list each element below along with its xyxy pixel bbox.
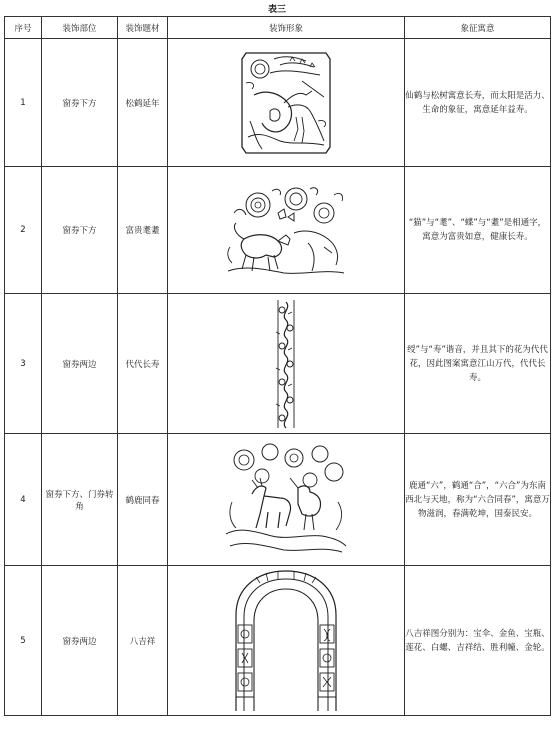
header-cell-theme: 装饰题材 xyxy=(118,17,168,39)
header-row xyxy=(5,17,551,39)
row-image-cell xyxy=(168,39,405,167)
vine-column-carving xyxy=(272,298,300,430)
table-row xyxy=(5,167,551,294)
row-theme: 鹤鹿同春 xyxy=(118,434,168,566)
header-cell-meaning: 象征寓意 xyxy=(405,17,551,39)
row-location: 窗券下方 xyxy=(42,39,118,167)
eight-treasures-arch-carving xyxy=(232,569,340,713)
table-row xyxy=(5,39,551,167)
header-cell-image: 装饰形象 xyxy=(168,17,405,39)
row-meaning: 鹿通“六”，鹤通“合”，“六合”为东南西北与天地，称为“六合同春”，寓意万物滋润，春满乾坤，国泰民安。 xyxy=(405,434,551,566)
crane-deer-carving xyxy=(222,442,350,558)
row-location: 窗券下方、门券转角 xyxy=(42,434,118,566)
cat-butterfly-peony-carving xyxy=(224,183,348,277)
table-caption: 表三 xyxy=(267,5,286,15)
row-image-cell xyxy=(168,167,405,294)
decoration-table xyxy=(4,16,551,716)
row-theme: 八吉祥 xyxy=(118,566,168,716)
row-image-cell xyxy=(168,566,405,716)
row-image-cell xyxy=(168,434,405,566)
header-cell-number: 序号 xyxy=(5,17,42,39)
table-row xyxy=(5,294,551,434)
row-meaning: 八吉祥图分别为：宝伞、金鱼、宝瓶、莲花、白螺、吉祥结、胜利幢、金轮。 xyxy=(405,566,551,716)
row-number: 1 xyxy=(5,39,42,167)
header-cell-location: 装饰部位 xyxy=(42,17,118,39)
row-number: 5 xyxy=(5,566,42,716)
row-meaning: “猫”与“耄”、“蝶”与“耋”是相通字，寓意为富贵如意，健康长寿。 xyxy=(405,167,551,294)
row-location: 窗券两边 xyxy=(42,566,118,716)
table-row xyxy=(5,434,551,566)
row-location: 窗券两边 xyxy=(42,294,118,434)
row-number: 2 xyxy=(5,167,42,294)
row-meaning: 仙鹤与松树寓意长寿，而太阳是活力、生命的象征，寓意延年益寿。 xyxy=(405,39,551,167)
row-number: 3 xyxy=(5,294,42,434)
row-theme: 代代长寿 xyxy=(118,294,168,434)
row-theme: 松鹤延年 xyxy=(118,39,168,167)
row-theme: 富贵耄耋 xyxy=(118,167,168,294)
row-location: 窗券下方 xyxy=(42,167,118,294)
row-number: 4 xyxy=(5,434,42,566)
row-image-cell xyxy=(168,294,405,434)
pine-crane-carving xyxy=(240,51,332,155)
table-row xyxy=(5,566,551,716)
row-meaning: 绶”与“寿”谐音，并且其下的花为代代花，因此图案寓意江山万代，代代长寿。 xyxy=(405,294,551,434)
